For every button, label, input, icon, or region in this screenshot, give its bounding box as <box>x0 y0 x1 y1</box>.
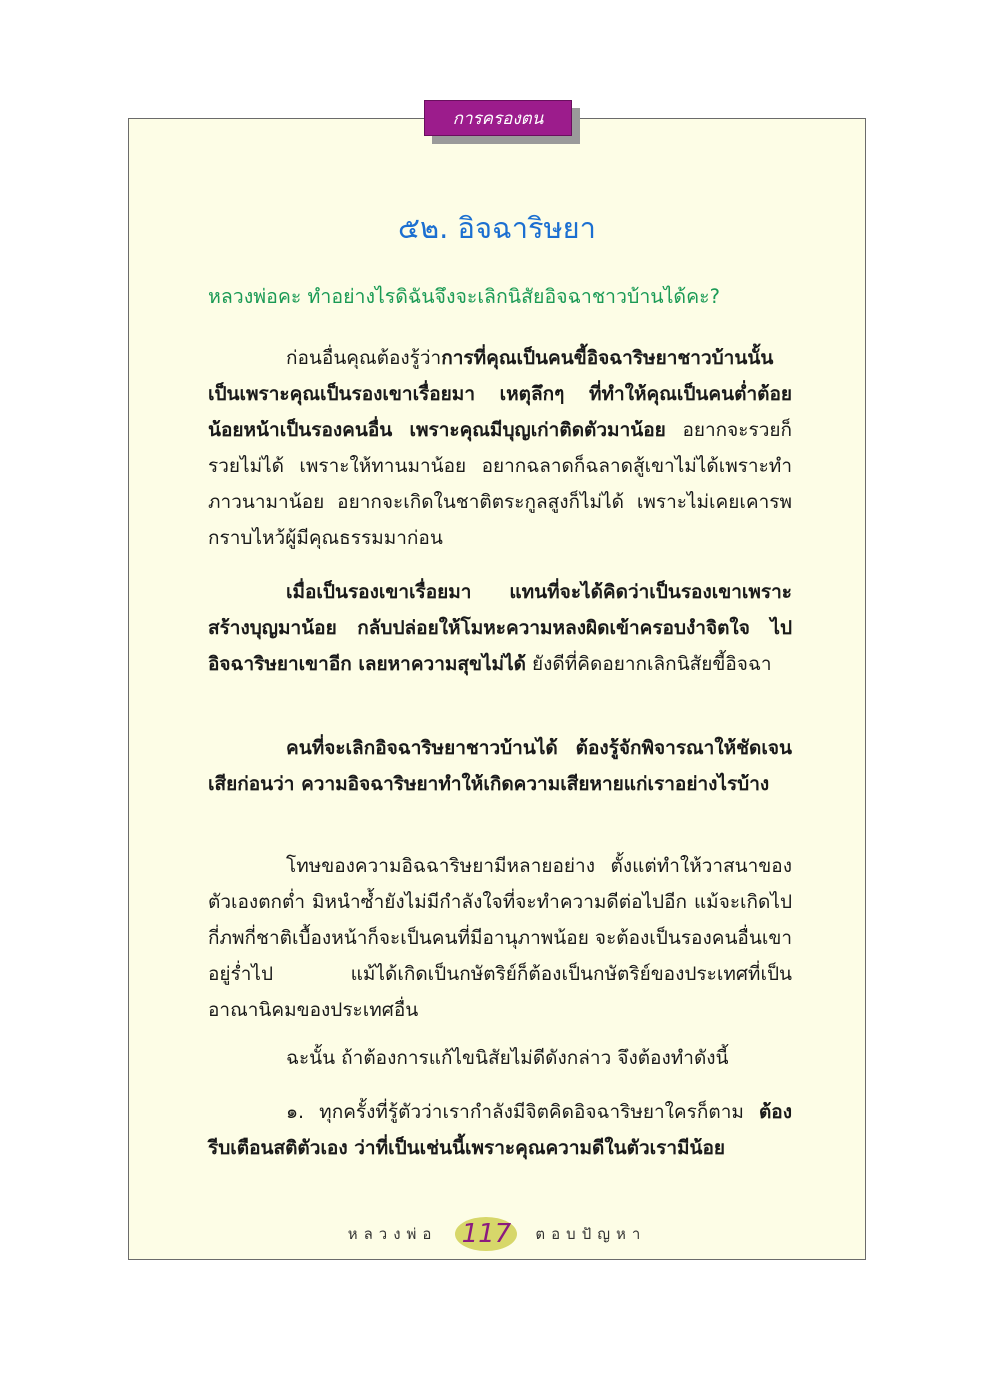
footer-left-text: หลวงพ่อ <box>347 1225 438 1243</box>
paragraph-1-emphasis: การที่คุณเป็นคนขี้อิจฉาริษยาชาวบ้านนั้น เป็นเพราะคุณเป็นรองเขาเรื่อยมา เหตุลึกๆ ที่ทำให้คุณเป็นคนต่ำต้อย น้อยหน้าเป็นรองคนอื่น เพราะคุณมีบุญเก่าติดตัวมาน้อย <box>208 347 792 441</box>
paragraph-3 <box>208 730 792 802</box>
paragraph-1-lead: ก่อนอื่นคุณต้องรู้ว่า <box>286 347 442 369</box>
paragraph-2-rest: ยังดีที่คิดอยากเลิกนิสัยขี้อิจฉา <box>525 653 772 675</box>
paragraph-3-emphasis: คนที่จะเลิกอิจฉาริษยาชาวบ้านได้ ต้องรู้จักพิจารณาให้ชัดเจนเสียก่อนว่า ความอิจฉาริษยาทำให้เกิดความเสียหายแก่เราอย่างไรบ้าง <box>208 737 792 795</box>
paragraph-5-text: ฉะนั้น ถ้าต้องการแก้ไขนิสัยไม่ดีดังกล่าว จึงต้องทำดังนี้ <box>286 1047 729 1069</box>
section-tab-label: การครองตน <box>452 108 544 129</box>
page-number-badge <box>455 1217 517 1251</box>
chapter-title: ๕๒. อิจฉาริษยา <box>398 211 596 245</box>
question-text: หลวงพ่อคะ ทำอย่างไรดิฉันจึงจะเลิกนิสัยอิจฉาชาวบ้านได้คะ? <box>208 285 720 308</box>
paragraph-5 <box>208 1040 792 1076</box>
section-tab <box>424 100 572 136</box>
page-number: 117 <box>461 1219 512 1249</box>
footer-right-text: ตอบปัญหา <box>535 1225 647 1243</box>
paragraph-6-lead: ๑. ทุกครั้งที่รู้ตัวว่าเรากำลังมีจิตคิดอิจฉาริษยาใครก็ตาม <box>286 1101 759 1123</box>
paragraph-6-emphasis: ต้องรีบเตือนสติตัวเอง ว่าที่เป็นเช่นนี้เพราะคุณความดีในตัวเรามีน้อย <box>208 1101 792 1159</box>
paragraph-4-text: โทษของความอิฉฉาริษยามีหลายอย่าง ตั้งแต่ทำให้วาสนาของตัวเองตกต่ำ มิหนำซ้ำยังไม่มีกำลังใจที่จะทำความดีต่อไปอีก แม้จะเกิดไปกี่ภพกี่ชาติเบื้องหน้าก็จะเป็นคนที่มีอานุภาพน้อย จะต้องเป็นรองคนอื่นเขาอยู่ร่ำไป แม้ได้เกิดเป็นกษัตริย์ก็ต้องเป็นกษัตริย์ของประเทศที่เป็นอาณานิคมของประเทศอื่น <box>208 855 792 1021</box>
paragraph-1 <box>208 340 792 556</box>
paragraph-4 <box>208 848 792 1028</box>
paragraph-2 <box>208 574 792 682</box>
page-footer <box>128 1214 866 1254</box>
paragraph-2-emphasis: เมื่อเป็นรองเขาเรื่อยมา แทนที่จะได้คิดว่าเป็นรองเขาเพราะสร้างบุญมาน้อย กลับปล่อยให้โมหะความหลงผิดเข้าครอบงำจิตใจ ไปอิจฉาริษยาเขาอีก เลยหาความสุขไม่ได้ <box>208 581 792 675</box>
paragraph-1-rest: อยากจะรวยก็รวยไม่ได้ เพราะให้ทานมาน้อย อยากฉลาดก็ฉลาดสู้เขาไม่ได้เพราะทำภาวนามาน้อย อยากจะเกิดในชาติตระกูลสูงก็ไม่ได้ เพราะไม่เคยเคารพกราบไหว้ผู้มีคุณธรรมมาก่อน <box>208 419 793 549</box>
paragraph-6 <box>208 1094 792 1166</box>
